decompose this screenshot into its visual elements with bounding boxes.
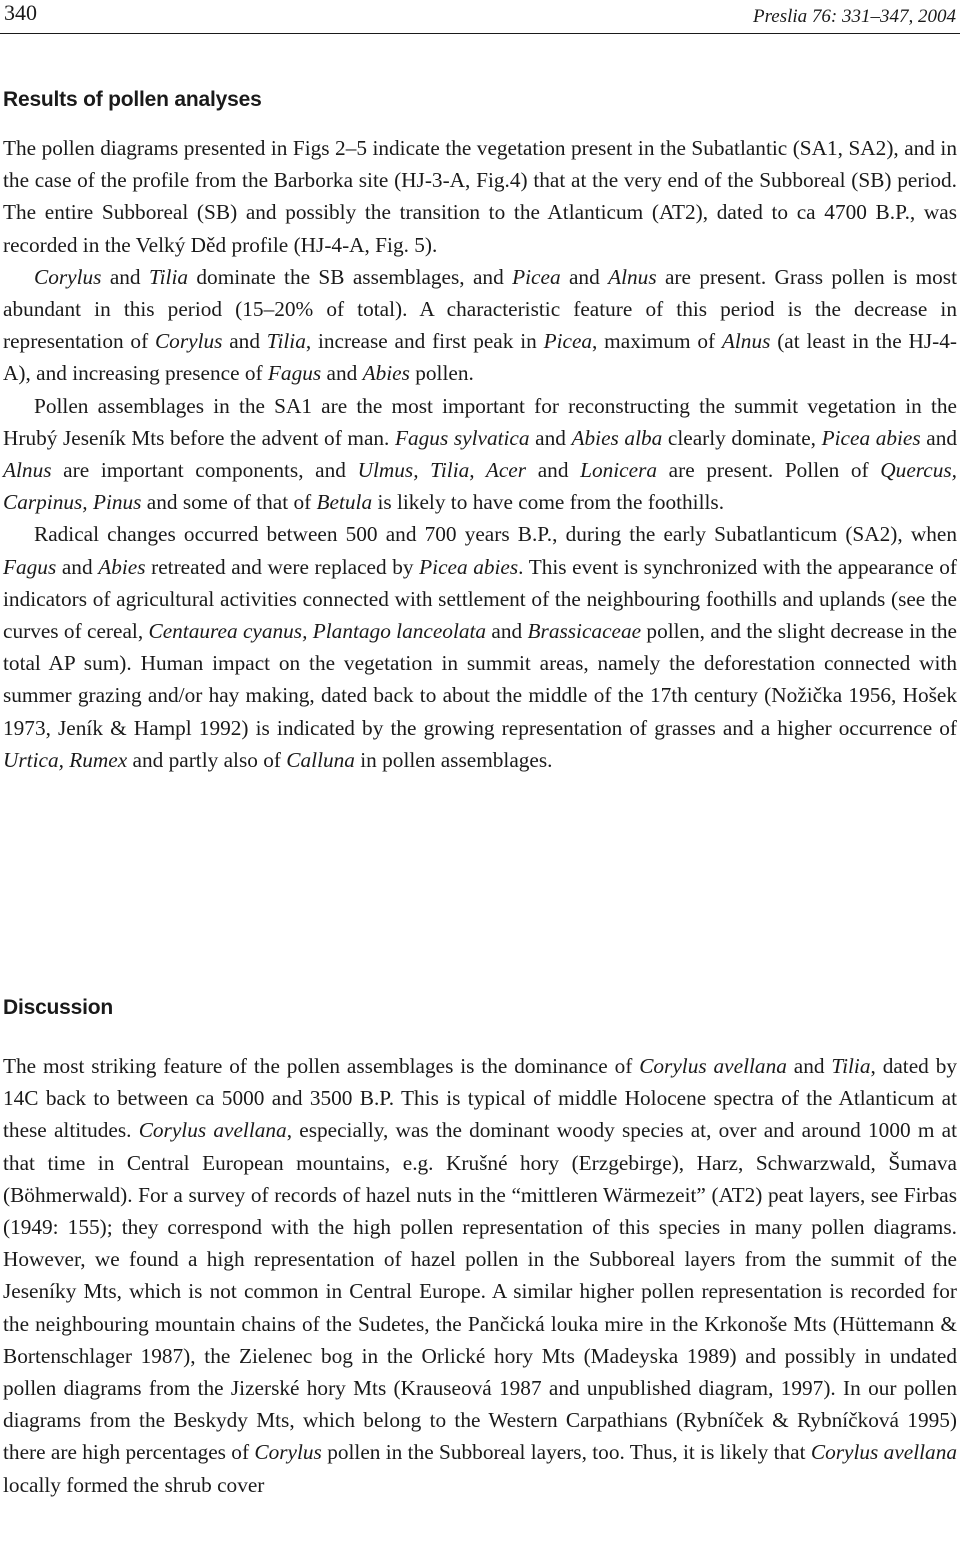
text-run: and	[786, 1054, 832, 1078]
section-results	[3, 89, 957, 110]
text-run: are present. Grass pollen is most abundant in this period (15–20% of total). A characteristic feature of this period is the decrease in representation of	[3, 264, 958, 354]
text-run: and	[560, 264, 609, 289]
text-run: are present. Pollen of	[657, 458, 881, 483]
italic-taxon: Lonicera	[580, 458, 658, 483]
text-run: . This event is synchronized with the appearance of indicators of agricultural activities connected with settlement of the neighbouring foothills and uplands (see the curves of cereal,	[3, 554, 957, 644]
text-run: and partly also of	[127, 747, 287, 772]
text-run: and	[526, 458, 581, 483]
italic-taxon: Abies alba	[571, 425, 663, 450]
paragraph	[3, 1050, 957, 1501]
text-run: and	[529, 425, 572, 450]
italic-taxon: Fagus sylvatica	[394, 425, 530, 450]
text-run: and	[920, 425, 958, 450]
text-run: , maximum of	[592, 329, 722, 354]
italic-taxon: Tilia	[266, 329, 306, 354]
paragraph	[3, 132, 957, 261]
italic-taxon: Abies	[362, 361, 410, 386]
italic-taxon: Fagus	[267, 361, 322, 386]
paragraph	[3, 390, 957, 519]
text-run: and	[56, 554, 99, 579]
italic-taxon: Corylus	[254, 1440, 322, 1465]
page-header	[0, 0, 960, 36]
italic-taxon: Corylus avellana	[138, 1118, 287, 1143]
italic-taxon: Brassicaceae	[527, 619, 642, 644]
italic-taxon: Centaurea cyanus, Plantago lanceolata	[148, 619, 487, 644]
italic-taxon: Corylus	[154, 329, 223, 354]
text-run: are important components, and	[51, 458, 358, 483]
text-run: Pollen assemblages in the SA1 are the most important for reconstructing the summit vegetation in the Hrubý Jeseník Mts before the advent of man.	[3, 393, 957, 450]
italic-taxon: Fagus	[3, 554, 57, 579]
text-run: and	[101, 264, 149, 289]
italic-taxon: Corylus	[34, 264, 102, 289]
text-run: pollen, and the slight decrease in the total AP sum). Human impact on the vegetation in summit areas, namely the deforestation connected with summer grazing and/or hay making, dated back to about the middle of the 17th century (Nožička 1956, Hošek 1973, Jeník & Hampl 1992) is indicated by the growing representation of grasses and a higher occurrence of	[3, 619, 957, 740]
text-run: dominate the SB assemblages, and	[188, 264, 513, 289]
italic-taxon: Quercus, Carpinus, Pinus	[3, 458, 957, 515]
italic-taxon: Ulmus, Tilia, Acer	[357, 458, 527, 483]
page-number: 340	[4, 0, 37, 25]
text-run: pollen.	[409, 361, 474, 386]
italic-taxon: Picea abies	[419, 554, 519, 579]
italic-taxon: Calluna	[286, 747, 355, 772]
italic-taxon: Abies	[98, 554, 146, 579]
italic-taxon: Tilia	[831, 1054, 871, 1078]
text-run: and some of that of	[141, 490, 317, 515]
text-run: and	[486, 619, 528, 644]
italic-taxon: Tilia	[148, 264, 189, 289]
section-results-body	[3, 132, 957, 776]
italic-taxon: Betula	[316, 490, 373, 515]
paragraph	[3, 518, 957, 776]
text-run: and	[321, 361, 363, 386]
text-run: (at least in the HJ-4-A), and increasing presence of	[3, 329, 957, 386]
text-run: , dated by 14C back to between ca 5000 and 3500 B.P. This is typical of middle Holocene spectra of the Atlanticum at these altitudes.	[3, 1054, 957, 1143]
paragraph	[3, 261, 957, 390]
section-discussion	[3, 997, 957, 1018]
section-discussion-body	[3, 1050, 957, 1501]
italic-taxon: Corylus avellana	[639, 1054, 787, 1078]
text-run: , especially, was the dominant woody species at, over and around 1000 m at that time in Central European mountains, e.g. Krušné hory (Erzgebirge), Harz, Schwarzwald, Šumava (Böhmerwald). For a survey of records of hazel nuts in the “mittleren Wärmezeit” (AT2) peat layers, see Firbas (1949: 155); they correspond with the high pollen representation of this species in many pollen diagrams. However, we found a high representation of hazel pollen in the Subboreal layers from the summit of the Jeseníky Mts, which is not common in Central Europe. A similar higher pollen representation is recorded for the neighbouring mountain chains of the Sudetes, the Pančická louka mire in the Krkonoše Mts (Hüttemann & Bortenschlager 1987), the Zielenec bog in the Orlické hory Mts (Madeyska 1989) and possibly in undated pollen diagrams from the Jizerské hory Mts (Krauseová 1987 and unpublished diagram, 1997). In our pollen diagrams from the Beskydy Mts, which belong to the Western Carpathians (Rybníček & Rybníčková 1995) there are high percentages of	[3, 1118, 958, 1465]
text-run: The pollen diagrams presented in Figs 2–5 indicate the vegetation present in the Subatlantic (SA1, SA2), and in the case of the profile from the Barborka site (HJ-3-A, Fig.4) that at the very end of the Subboreal (SB) period. The entire Subboreal (SB) and possibly the transition to the Atlanticum (AT2), dated to ca 4700 B.P., was recorded in the Velký Děd profile (HJ-4-A, Fig. 5).	[3, 136, 957, 257]
text-run: locally formed the shrub cover	[3, 1472, 265, 1497]
text-run: in pollen assemblages.	[354, 747, 553, 772]
italic-taxon: Picea abies	[821, 425, 921, 450]
text-run: , increase and first peak in	[305, 329, 544, 354]
running-head: Preslia 76: 331–347, 2004	[752, 6, 956, 27]
text-run: Radical changes occurred between 500 and 700 years B.P., during the early Subatlanticum (SA2), when	[34, 522, 957, 547]
italic-taxon: Urtica, Rumex	[3, 747, 128, 772]
italic-taxon: Alnus	[608, 264, 657, 289]
italic-taxon: Picea	[512, 264, 561, 289]
text-run: clearly dominate,	[662, 425, 822, 450]
italic-taxon: Corylus avellana	[810, 1440, 957, 1465]
italic-taxon: Picea	[543, 329, 593, 354]
header-rule	[0, 33, 960, 34]
section-title: Discussion	[3, 996, 114, 1019]
text-run: and	[222, 329, 267, 354]
italic-taxon: Alnus	[3, 458, 52, 483]
text-run: retreated and were replaced by	[145, 554, 420, 579]
text-run: pollen in the Subboreal layers, too. Thus, it is likely that	[321, 1440, 811, 1465]
text-run: The most striking feature of the pollen assemblages is the dominance of	[3, 1054, 640, 1078]
italic-taxon: Alnus	[721, 329, 771, 354]
text-run: is likely to have come from the foothills.	[372, 490, 725, 515]
section-title: Results of pollen analyses	[3, 88, 262, 111]
